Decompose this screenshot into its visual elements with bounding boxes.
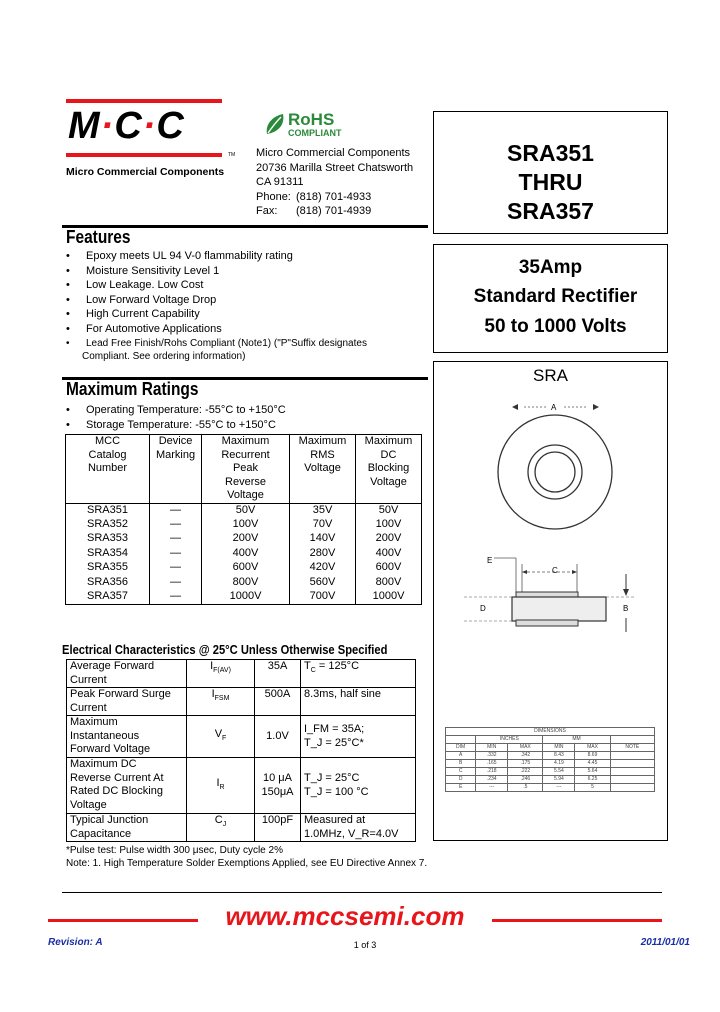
table-cell: 140V <box>290 532 356 547</box>
param-condition: I_FM = 35A; T_J = 25°C* <box>301 716 416 758</box>
dims-header: NOTE <box>610 744 654 752</box>
dims-title: DIMENSIONS <box>446 728 655 736</box>
table-cell: 200V <box>202 532 290 547</box>
col-header-marking: Device Marking <box>150 435 202 504</box>
table-row <box>67 716 416 758</box>
param-value: 35A <box>255 660 301 688</box>
table-row <box>66 561 422 576</box>
footer-bar-right <box>492 919 662 922</box>
dims-cell <box>610 752 654 760</box>
electrical-title: Electrical Characteristics @ 25°C Unless Otherwise Specified <box>62 642 388 657</box>
table-cell: — <box>150 576 202 591</box>
company-name: Micro Commercial Components <box>66 166 225 178</box>
table-row <box>67 688 416 716</box>
param-symbol: $C_J$ <box>187 814 255 842</box>
param-value: 500A <box>255 688 301 716</box>
table-cell: — <box>150 561 202 576</box>
table-row <box>67 758 416 814</box>
dims-cell: 5 <box>575 784 610 792</box>
website-link[interactable]: www.mccsemi.com <box>225 901 465 931</box>
param-symbol: $I_R$ <box>187 758 255 814</box>
dims-row <box>446 752 655 760</box>
revision-date: 2011/01/01 <box>640 937 690 948</box>
feature-item: • Low Leakage. Low Cost <box>66 278 367 293</box>
dims-row <box>446 768 655 776</box>
table-row <box>66 518 422 533</box>
company-address <box>256 146 413 219</box>
table-cell: SRA357 <box>66 590 150 605</box>
dim-label-b: B <box>623 604 629 613</box>
max-ratings-table <box>65 434 422 605</box>
phone-label: Phone: <box>256 190 291 203</box>
max-ratings-title: Maximum Ratings <box>66 379 199 399</box>
table-cell: 400V <box>202 547 290 562</box>
table-row <box>66 547 422 562</box>
table-cell: SRA351 <box>66 503 150 518</box>
table-cell: — <box>150 590 202 605</box>
table-cell: 280V <box>290 547 356 562</box>
part-number-start: SRA351 <box>507 140 594 166</box>
dims-header: MAX <box>575 744 610 752</box>
table-cell: SRA353 <box>66 532 150 547</box>
page-number: 1 of 3 <box>353 940 377 950</box>
dims-cell: .5 <box>508 784 543 792</box>
table-cell: 700V <box>290 590 356 605</box>
param-name: Maximum DC Reverse Current At Rated DC Blocking Voltage <box>67 758 187 814</box>
features-list <box>66 249 367 352</box>
part-number-thru: THRU <box>518 169 583 195</box>
dims-group-inches: INCHES <box>476 736 543 744</box>
param-symbol: $I_{F(AV)}$ <box>187 660 255 688</box>
table-cell: 100V <box>356 518 422 533</box>
dims-cell: 4.45 <box>575 760 610 768</box>
table-cell: 50V <box>356 503 422 518</box>
table-cell: — <box>150 532 202 547</box>
dims-cell <box>610 768 654 776</box>
col-header-dc-voltage: Maximum DC Blocking Voltage <box>356 435 422 504</box>
dims-cell: A <box>446 752 476 760</box>
notes <box>66 844 427 870</box>
feature-item: • Moisture Sensitivity Level 1 <box>66 264 367 279</box>
table-cell: 560V <box>290 576 356 591</box>
address-line: CA 91311 <box>256 176 304 188</box>
table-cell: 400V <box>356 547 422 562</box>
table-row <box>67 814 416 842</box>
param-value: 100pF <box>255 814 301 842</box>
trademark: TM <box>228 152 236 158</box>
package-outline-drawing <box>434 392 667 632</box>
table-cell: 1000V <box>202 590 290 605</box>
dims-cell <box>610 776 654 784</box>
param-symbol: $I_{FSM}$ <box>187 688 255 716</box>
footer-bar-left <box>48 919 198 922</box>
rating-voltage: 50 to 1000 Volts <box>484 316 627 337</box>
dims-cell: 8.43 <box>543 752 575 760</box>
table-cell: — <box>150 503 202 518</box>
dimensions-table <box>445 727 655 792</box>
pulse-note: *Pulse test: Pulse width 300 μsec, Duty cycle 2% <box>66 845 283 856</box>
feature-item: • For Automotive Applications <box>66 322 367 337</box>
dims-cell: .222 <box>508 768 543 776</box>
table-cell: 200V <box>356 532 422 547</box>
table-row <box>66 590 422 605</box>
param-value: 10 μA 150μA <box>255 758 301 814</box>
dims-cell: 5.94 <box>543 776 575 784</box>
table-cell: 800V <box>356 576 422 591</box>
dims-header: DIM <box>446 744 476 752</box>
phone-row <box>256 190 413 205</box>
dims-cell: D <box>446 776 476 784</box>
feature-item: • Epoxy meets UL 94 V-0 flammability rating <box>66 249 367 264</box>
address-line: Micro Commercial Components <box>256 147 411 159</box>
address-line: 20736 Marilla Street Chatsworth <box>256 161 414 174</box>
param-value: 1.0V <box>255 716 301 758</box>
dims-row <box>446 760 655 768</box>
dims-cell: 5.54 <box>543 768 575 776</box>
rohs-leaf-icon <box>263 112 287 138</box>
dim-label-d: D <box>480 604 486 613</box>
dims-cell: .332 <box>476 752 508 760</box>
table-cell: 100V <box>202 518 290 533</box>
table-cell: 420V <box>290 561 356 576</box>
param-symbol: $V_F$ <box>187 716 255 758</box>
param-condition: Measured at 1.0MHz, V_R=4.0V <box>301 814 416 842</box>
dims-cell: .246 <box>508 776 543 784</box>
dims-cell: 4.19 <box>543 760 575 768</box>
param-condition: $T_C = 125^\circ C$ <box>301 660 416 688</box>
feature-item-lead-free: • Lead Free Finish/Rohs Compliant (Note1) ("P"Suffix designates <box>66 337 367 352</box>
fax-label: Fax: <box>256 205 278 217</box>
dims-row <box>446 784 655 792</box>
dim-label-c: C <box>552 566 558 575</box>
dims-group-mm: MM <box>543 736 610 744</box>
table-row <box>66 503 422 518</box>
table-cell: 600V <box>356 561 422 576</box>
rating-type: Standard Rectifier <box>473 286 638 307</box>
dims-header: MIN <box>543 744 575 752</box>
dims-cell: C <box>446 768 476 776</box>
rohs-subtitle: COMPLIANT <box>288 128 342 138</box>
param-condition: T_J = 25°C T_J = 100 °C <box>301 758 416 814</box>
temperature-item: • Storage Temperature: -55°C to +150°C <box>66 418 286 433</box>
table-cell: SRA356 <box>66 576 150 591</box>
dims-cell: .234 <box>476 776 508 784</box>
dim-label-e: E <box>487 556 493 565</box>
col-header-catalog: MCC Catalog Number <box>66 435 150 504</box>
logo-top-bar <box>66 99 222 103</box>
col-header-rms-voltage: Maximum RMS Voltage <box>290 435 356 504</box>
footer-rule <box>62 892 662 893</box>
param-name: Typical Junction Capacitance <box>67 814 187 842</box>
table-cell: — <box>150 518 202 533</box>
dims-cell: 8.69 <box>575 752 610 760</box>
dims-cell: --- <box>543 784 575 792</box>
dims-cell: .342 <box>508 752 543 760</box>
table-cell: 600V <box>202 561 290 576</box>
table-row <box>66 532 422 547</box>
table-cell: 35V <box>290 503 356 518</box>
dims-header: MAX <box>508 744 543 752</box>
electrical-table <box>66 659 416 842</box>
param-name: Peak Forward Surge Current <box>67 688 187 716</box>
part-number-end: SRA357 <box>507 198 594 224</box>
dims-cell <box>610 784 654 792</box>
dim-label-a: A <box>551 403 557 412</box>
dims-cell: .218 <box>476 768 508 776</box>
dims-row <box>446 776 655 784</box>
dims-cell: --- <box>476 784 508 792</box>
fax-number: (818) 701-4939 <box>296 205 372 217</box>
dims-cell: 5.64 <box>575 768 610 776</box>
table-cell: SRA354 <box>66 547 150 562</box>
table-cell: SRA352 <box>66 518 150 533</box>
rohs-title: RoHS <box>288 110 335 129</box>
rating-current: 35Amp <box>518 257 583 278</box>
feature-item: • Low Forward Voltage Drop <box>66 293 367 308</box>
package-title: SRA <box>533 366 568 385</box>
dims-header: MIN <box>476 744 508 752</box>
table-cell: 50V <box>202 503 290 518</box>
table-cell: 1000V <box>356 590 422 605</box>
table-cell: — <box>150 547 202 562</box>
fax-row <box>256 204 413 219</box>
table-row <box>66 576 422 591</box>
table-cell: 70V <box>290 518 356 533</box>
footnote-1: Note: 1. High Temperature Solder Exemptions Applied, see EU Directive Annex 7. <box>66 858 428 869</box>
dims-cell: B <box>446 760 476 768</box>
features-title: Features <box>66 227 131 247</box>
table-cell: 800V <box>202 576 290 591</box>
feature-lead-free-cont: Compliant. See ordering information) <box>82 351 246 362</box>
phone-number: (818) 701-4933 <box>296 190 372 203</box>
table-cell: SRA355 <box>66 561 150 576</box>
dims-cell: 6.25 <box>575 776 610 784</box>
col-header-peak-voltage: Maximum Recurrent Peak Reverse Voltage <box>202 435 290 504</box>
revision: Revision: A <box>48 937 103 948</box>
feature-item: • High Current Capability <box>66 307 367 322</box>
param-name: Average Forward Current <box>67 660 187 688</box>
table-row <box>67 660 416 688</box>
temperature-item: • Operating Temperature: -55°C to +150°C <box>66 403 286 418</box>
param-name: Maximum Instantaneous Forward Voltage <box>67 716 187 758</box>
logo-bottom-bar <box>66 153 222 157</box>
param-condition: 8.3ms, half sine <box>301 688 416 716</box>
dims-cell: E <box>446 784 476 792</box>
mcc-logo: M·C·C <box>68 105 185 147</box>
dims-cell: .165 <box>476 760 508 768</box>
max-ratings-list <box>66 403 286 432</box>
dims-cell <box>610 760 654 768</box>
dims-cell: .175 <box>508 760 543 768</box>
